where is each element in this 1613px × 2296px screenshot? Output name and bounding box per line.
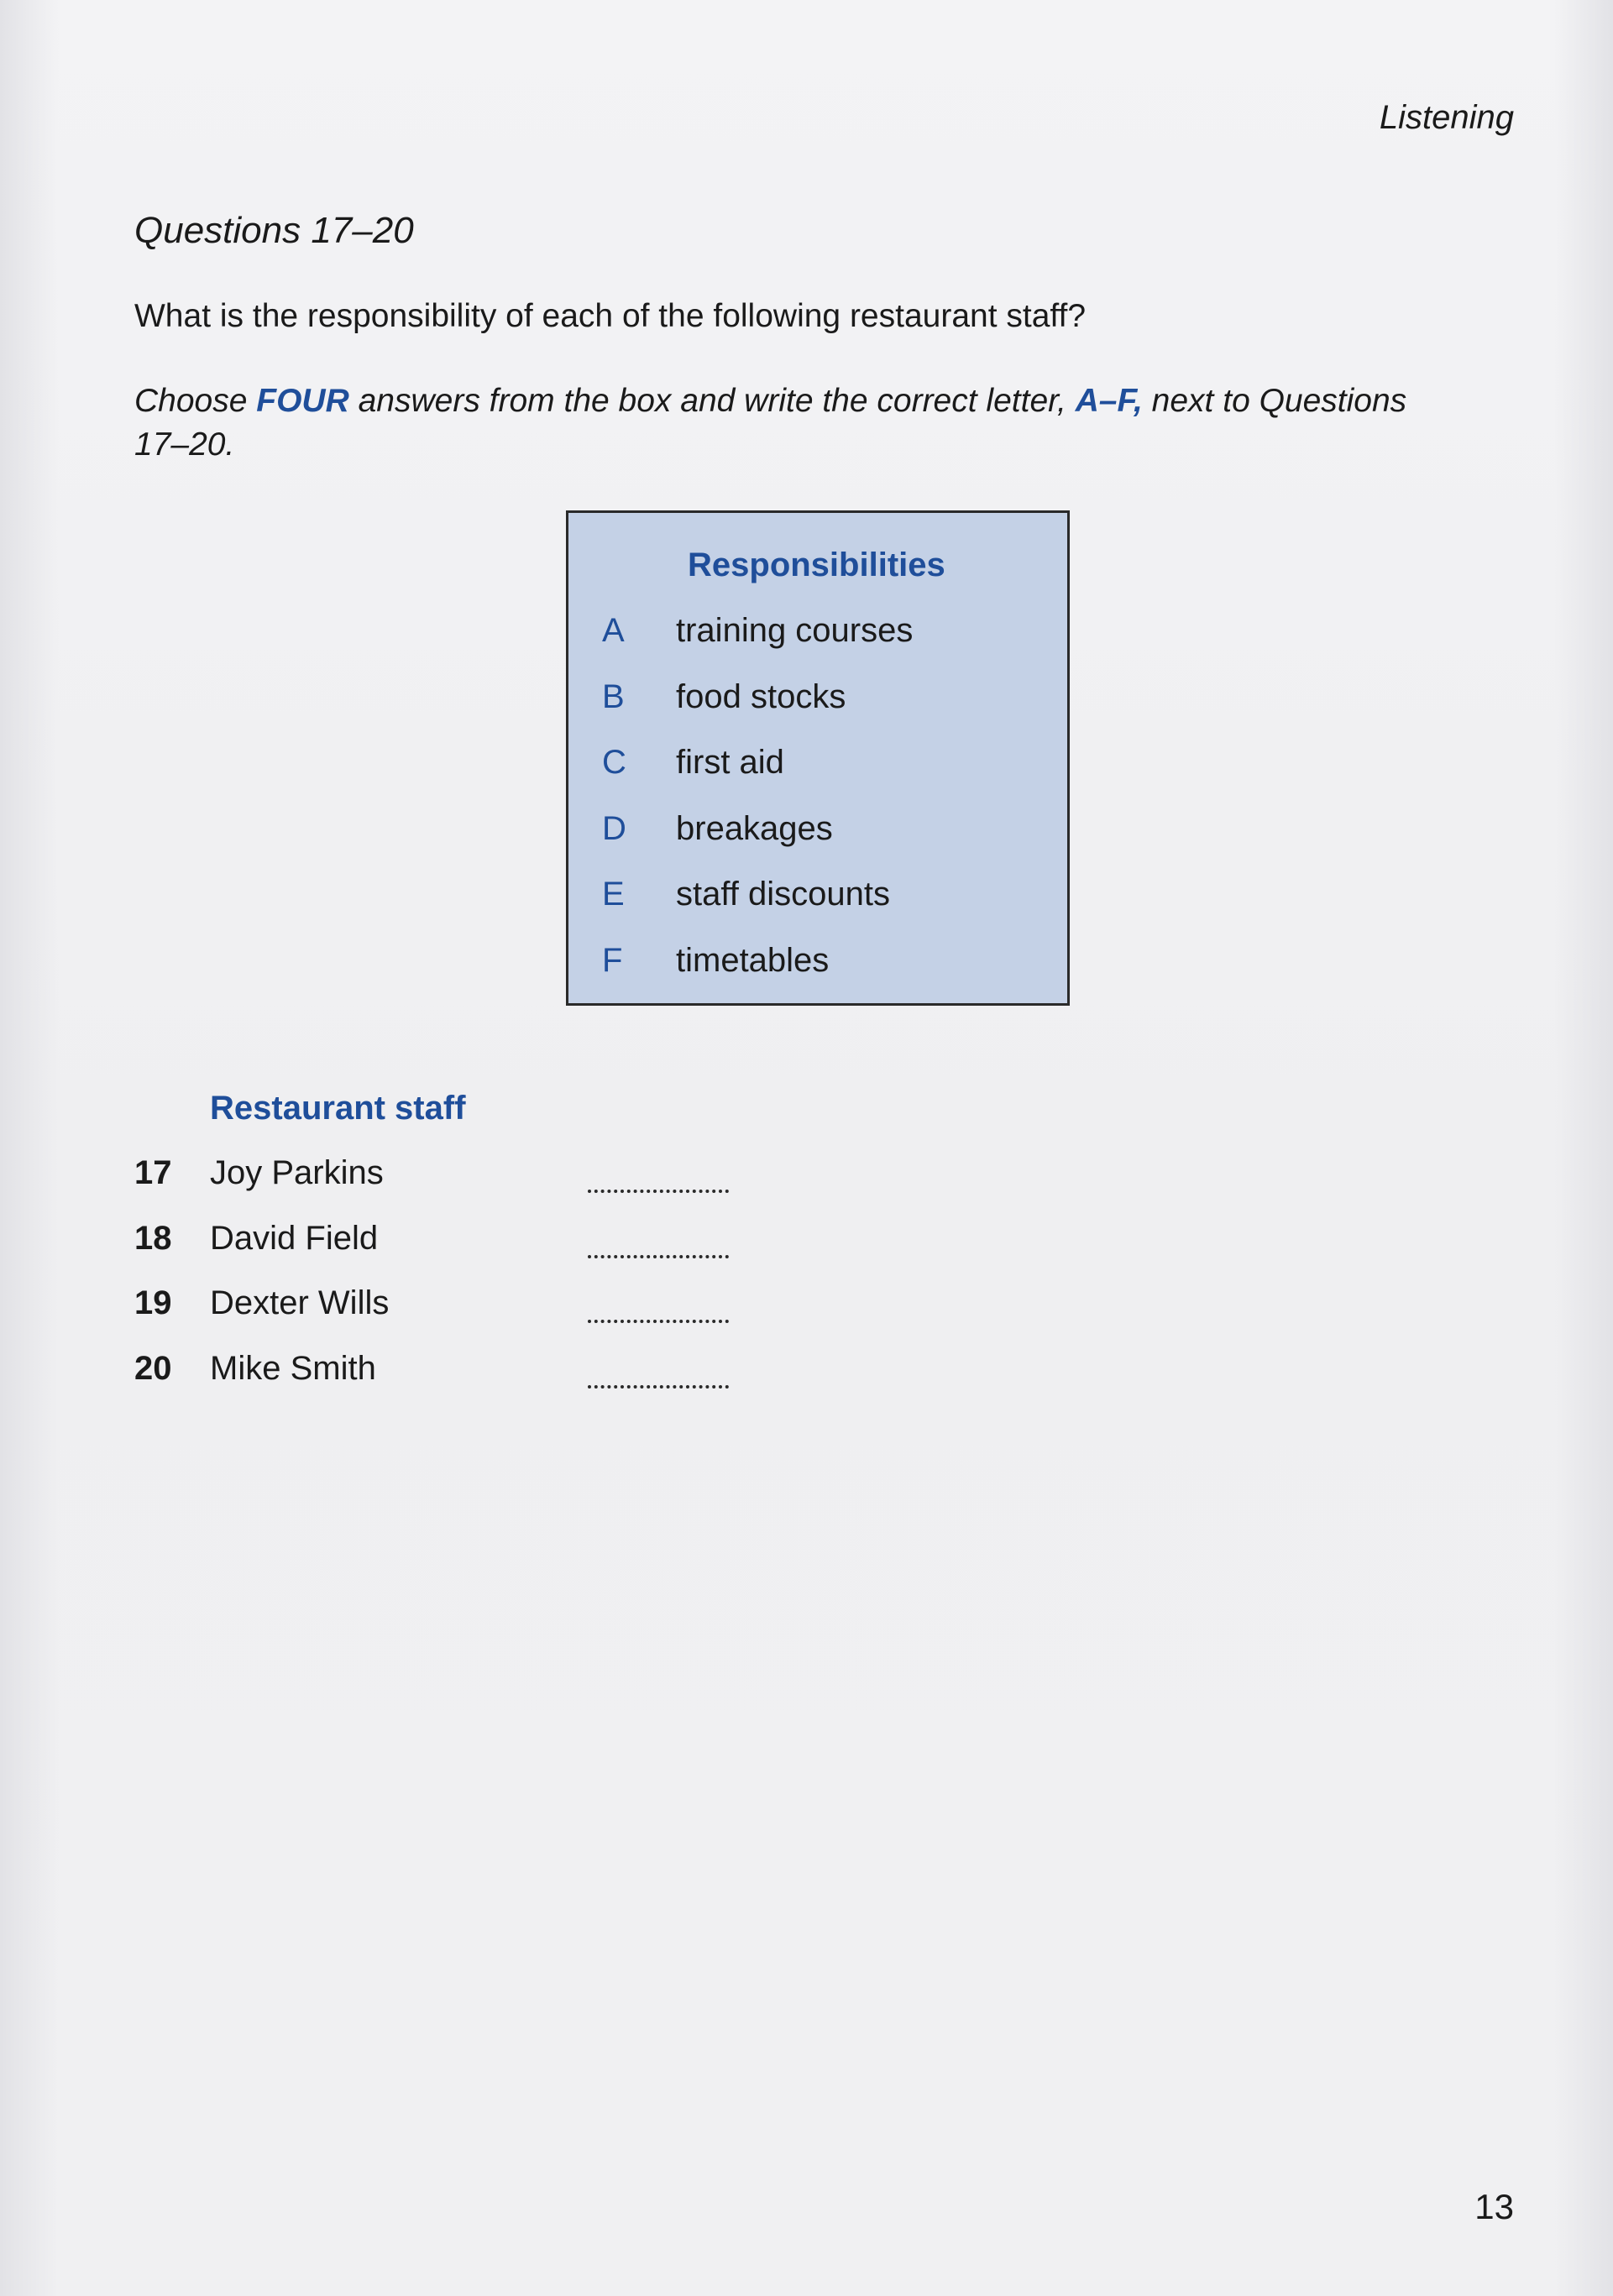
staff-row [134,1350,729,1415]
responsibilities-list [602,612,913,1007]
responsibility-item [602,876,913,942]
responsibility-letter: D [602,809,626,847]
responsibility-text: first aid [676,744,784,781]
responsibility-letter: B [602,677,625,715]
responsibility-text: breakages [676,809,833,847]
answer-blank[interactable] [588,1360,729,1389]
responsibility-item [602,612,913,678]
responsibility-letter: F [602,941,623,979]
answer-blank[interactable] [588,1230,729,1258]
instruction-mid: answers from the box and write the correct letter, [348,383,1076,419]
responsibility-text: food stocks [676,677,846,715]
responsibility-letter: A [602,612,625,649]
responsibility-letter: C [602,744,626,781]
staff-name: David Field [210,1219,379,1257]
question-number: 18 [134,1219,172,1257]
responsibility-item [602,942,913,1008]
responsibilities-title: Responsibilities [688,547,945,583]
staff-title: Restaurant staff [210,1090,466,1127]
staff-name: Mike Smith [210,1349,376,1387]
page-edge-left [0,0,59,2296]
responsibilities-box [566,510,1070,1006]
page-edge-right [1554,0,1613,2296]
staff-list [134,1154,729,1415]
instruction-pre: Choose [134,383,257,419]
staff-row [134,1220,729,1285]
answer-blank[interactable] [588,1294,729,1323]
responsibility-text: staff discounts [676,876,890,913]
responsibility-text: timetables [676,941,830,979]
instructions [134,379,1444,467]
responsibility-item [602,810,913,876]
responsibility-letter: E [602,876,625,913]
responsibility-text: training courses [676,612,914,649]
responsibility-item [602,744,913,810]
instruction-post: next to Questions 17–20. [134,383,1407,463]
section-header: Listening [1379,99,1514,136]
questions-title: Questions 17–20 [134,210,414,251]
staff-row [134,1154,729,1220]
staff-name: Joy Parkins [210,1154,384,1191]
responsibility-item [602,678,913,745]
question-number: 20 [134,1349,172,1387]
question-prompt: What is the responsibility of each of the following restaurant staff? [134,298,1087,334]
answer-blank[interactable] [588,1164,729,1193]
question-number: 17 [134,1154,172,1191]
instruction-range: A–F, [1075,383,1143,419]
question-number: 19 [134,1284,172,1321]
staff-row [134,1284,729,1350]
page-number: 13 [1474,2187,1514,2226]
instruction-count: FOUR [256,383,349,419]
staff-name: Dexter Wills [210,1284,390,1321]
